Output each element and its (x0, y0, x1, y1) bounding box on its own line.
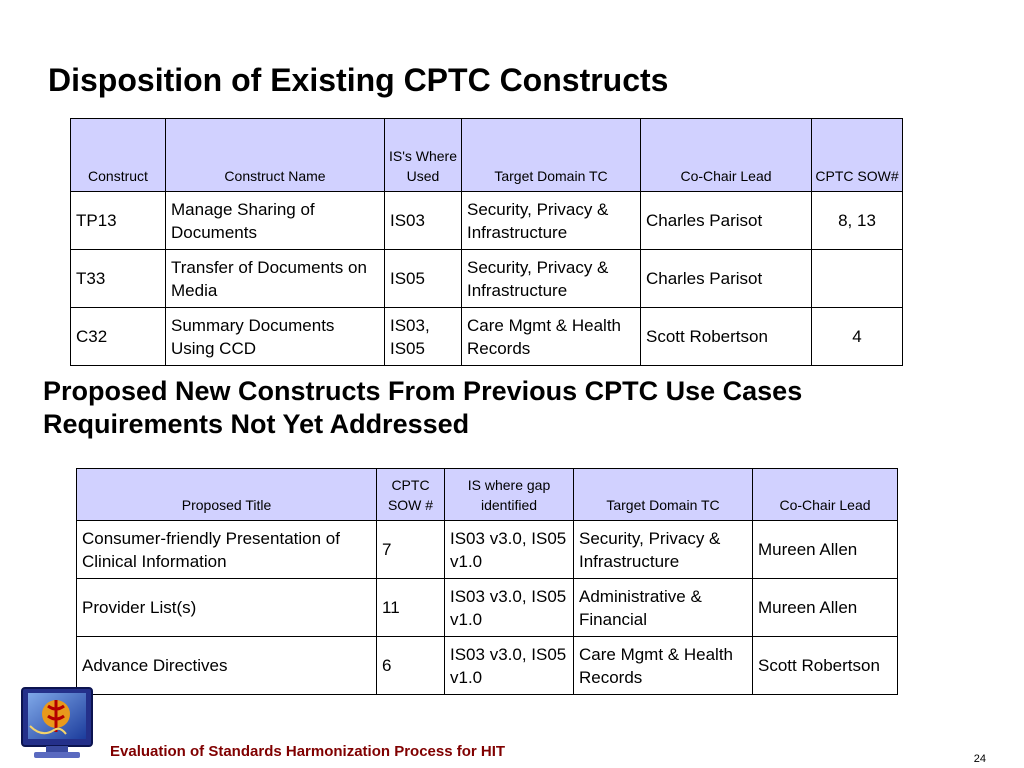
table-cell: Provider List(s) (77, 579, 377, 637)
table-cell: Security, Privacy & Infrastructure (462, 250, 641, 308)
table-row (77, 521, 898, 579)
footer-text: Evaluation of Standards Harmonization Process for HIT (110, 743, 506, 760)
table-cell: Manage Sharing of Documents (166, 192, 385, 250)
table-cell: IS03, IS05 (385, 308, 462, 366)
table-row (71, 192, 903, 250)
table-cell (812, 250, 903, 308)
table-cell: Charles Parisot (641, 250, 812, 308)
table-cell: IS03 v3.0, IS05 v1.0 (445, 579, 574, 637)
table-cell: 11 (377, 579, 445, 637)
table-cell: Summary Documents Using CCD (166, 308, 385, 366)
table-cell: TP13 (71, 192, 166, 250)
table-cell: Mureen Allen (753, 521, 898, 579)
table-cell: IS03 v3.0, IS05 v1.0 (445, 521, 574, 579)
table-cell: 8, 13 (812, 192, 903, 250)
medical-monitor-logo-icon (20, 686, 98, 762)
column-header: Co-Chair Lead (641, 119, 812, 192)
subtitle-line: Requirements Not Yet Addressed (43, 409, 470, 439)
column-header: IS's Where Used (385, 119, 462, 192)
table-cell: IS03 (385, 192, 462, 250)
table-cell: T33 (71, 250, 166, 308)
column-header: Co-Chair Lead (753, 469, 898, 521)
table-row (71, 250, 903, 308)
table-cell: Mureen Allen (753, 579, 898, 637)
slide-title: Disposition of Existing CPTC Constructs (48, 62, 669, 98)
table-cell: 6 (377, 637, 445, 695)
proposed-constructs-table (76, 468, 898, 695)
table-header-row (71, 119, 903, 192)
column-header: CPTC SOW# (812, 119, 903, 192)
column-header: Target Domain TC (574, 469, 753, 521)
table-cell: 7 (377, 521, 445, 579)
table-row (77, 637, 898, 695)
table-row (71, 308, 903, 366)
page-number: 24 (973, 753, 986, 765)
table-cell: 4 (812, 308, 903, 366)
table-cell: Scott Robertson (641, 308, 812, 366)
column-header: Construct (71, 119, 166, 192)
table-cell: C32 (71, 308, 166, 366)
table-cell: IS05 (385, 250, 462, 308)
section-subtitle (43, 375, 802, 441)
column-header: Construct Name (166, 119, 385, 192)
column-header: CPTC SOW # (377, 469, 445, 521)
column-header: Target Domain TC (462, 119, 641, 192)
table-cell: Scott Robertson (753, 637, 898, 695)
table-cell: Care Mgmt & Health Records (462, 308, 641, 366)
subtitle-line: Proposed New Constructs From Previous CPTC Use Cases (43, 376, 803, 406)
table-cell: Charles Parisot (641, 192, 812, 250)
table-cell: Transfer of Documents on Media (166, 250, 385, 308)
table-cell: IS03 v3.0, IS05 v1.0 (445, 637, 574, 695)
table-header-row (77, 469, 898, 521)
column-header: Proposed Title (77, 469, 377, 521)
table-cell: Security, Privacy & Infrastructure (462, 192, 641, 250)
column-header: IS where gap identified (445, 469, 574, 521)
table-cell: Care Mgmt & Health Records (574, 637, 753, 695)
table-cell: Security, Privacy & Infrastructure (574, 521, 753, 579)
table-row (77, 579, 898, 637)
table-cell: Consumer-friendly Presentation of Clinical Information (77, 521, 377, 579)
table-cell: Advance Directives (77, 637, 377, 695)
table-cell: Administrative & Financial (574, 579, 753, 637)
existing-constructs-table (70, 118, 903, 366)
